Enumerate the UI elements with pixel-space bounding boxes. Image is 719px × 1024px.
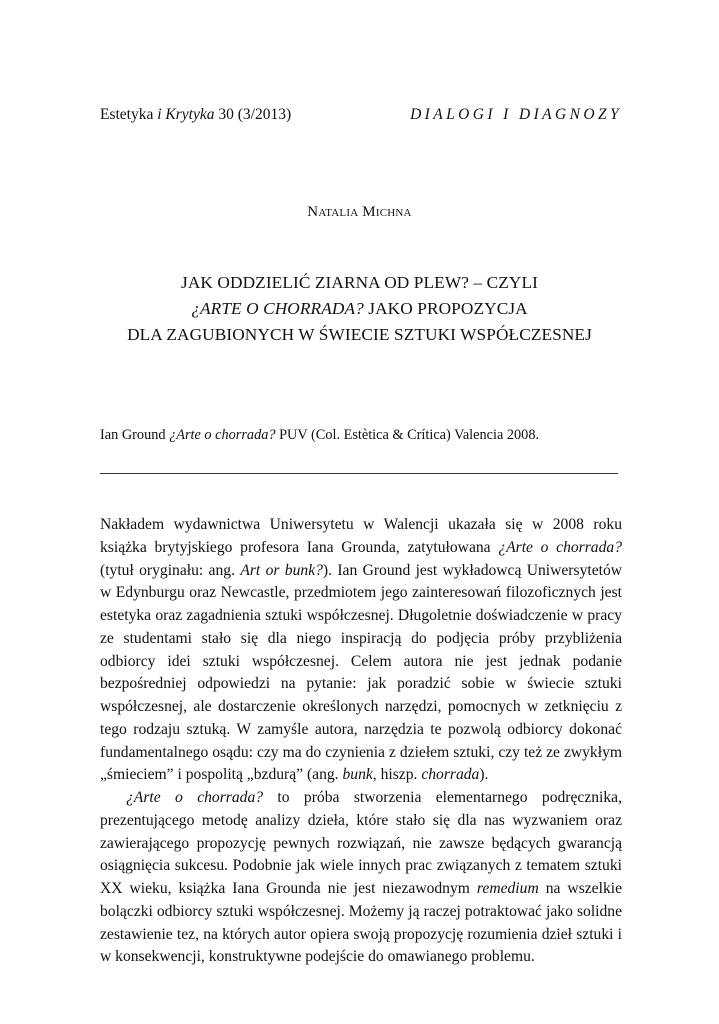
article-title	[0, 270, 719, 348]
p1-text-1: Nakładem wydawnictwa Uniwersytetu w Walencji ukazała się w 2008 roku książka brytyjskiego profesora Iana Grounda, zatytułowana	[100, 516, 622, 556]
ref-details: PUV (Col. Estètica & Crítica) Valencia 2008.	[275, 427, 540, 443]
article-body	[100, 514, 622, 969]
journal-volume: 30 (3/2013)	[214, 106, 292, 123]
section-name: DIALOGI I DIAGNOZY	[410, 106, 622, 123]
journal-citation	[100, 106, 291, 124]
running-header	[100, 106, 622, 128]
paragraph-2	[100, 787, 622, 969]
p1-text-2: (tytuł oryginału: ang.	[100, 561, 241, 579]
divider-rule	[100, 473, 618, 474]
p1-italic-3: bunk	[342, 766, 373, 784]
p1-italic-4: chorrada	[421, 766, 480, 784]
p2-italic-2: remedium	[476, 880, 539, 897]
title-line-3: DLA ZAGUBIONYCH W ŚWIECIE SZTUKI WSPÓŁCZESNEJ	[127, 325, 592, 344]
paragraph-1	[100, 514, 622, 787]
title-line-2	[0, 296, 719, 322]
p2-italic-1: ¿Arte o chorrada?	[126, 789, 264, 806]
journal-name-italic: i Krytyka	[157, 106, 215, 123]
book-reference	[100, 427, 539, 444]
p1-text-4: , hiszp.	[372, 766, 422, 784]
title-line-1: JAK ODDZIELIĆ ZIARNA OD PLEW? – CZYLI	[181, 273, 538, 292]
title-italic-part: ¿ARTE O CHORRADA?	[191, 299, 364, 318]
p1-text-3: ). Ian Ground jest wykładowcą Uniwersytetów w Edynburgu oraz Newcastle, przedmiotem jego zainteresowań filozoficznych jest estetyka oraz zagadnienia sztuki współczesnej. Długoletnie doświadczenie w pracy ze studentami stało się dla niego inspiracją do podjęcia próby przybliżenia odbiorcy idei sztuki współczesnej. Celem autora nie jest jednak podanie bezpośredniej odpowiedzi na pytanie: jak poradzić sobie w świecie sztuki współczesnej, ale dostarczenie określonych narzędzi, pomocnych w zetknięciu z tego rodzaju sztuką. W zamyśle autora, narzędzia te pozwolą odbiorcy dokonać fundamentalnego osądu: czy ma do czynienia z dziełem sztuki, czy też ze zwykłym „śmieciem” i pospolitą „bzdurą” (ang.	[100, 561, 623, 784]
p1-italic-2: Art or bunk?	[240, 561, 323, 579]
p2-text-1: to próba stworzenia elementarnego podręcznika, prezentującego metodę analizy dzieła, które stało się dla nas wyzwaniem oraz zawierającego propozycję pewnych rozwiązań, nie zawsze będących gwarancją osiągnięcia sukcesu. Podobnie jak wiele innych prac związanych z tematem sztuki XX wieku, książka Iana Grounda nie jest niezawodnym	[100, 789, 623, 897]
author-name: Natalia Michna	[307, 204, 412, 220]
ref-author: Ian Ground	[100, 427, 170, 443]
ref-book-title: ¿Arte o chorrada?	[169, 427, 276, 443]
p1-italic-1: ¿Arte o chorrada?	[498, 538, 622, 556]
title-line-2-rest: JAKO PROPOZYCJA	[363, 299, 528, 318]
p1-text-5: ).	[479, 766, 489, 784]
p2-text-2: na wszelkie bolączki odbiorcy sztuki współczesnej. Możemy ją raczej potraktować jako solidne zestawienie tez, na których autor opiera swoją propozycję rozumienia dzieł sztuki i w konsekwencji, konstruktywne podejście do omawianego problemu.	[100, 880, 622, 966]
journal-name-part1: Estetyka	[100, 106, 158, 123]
